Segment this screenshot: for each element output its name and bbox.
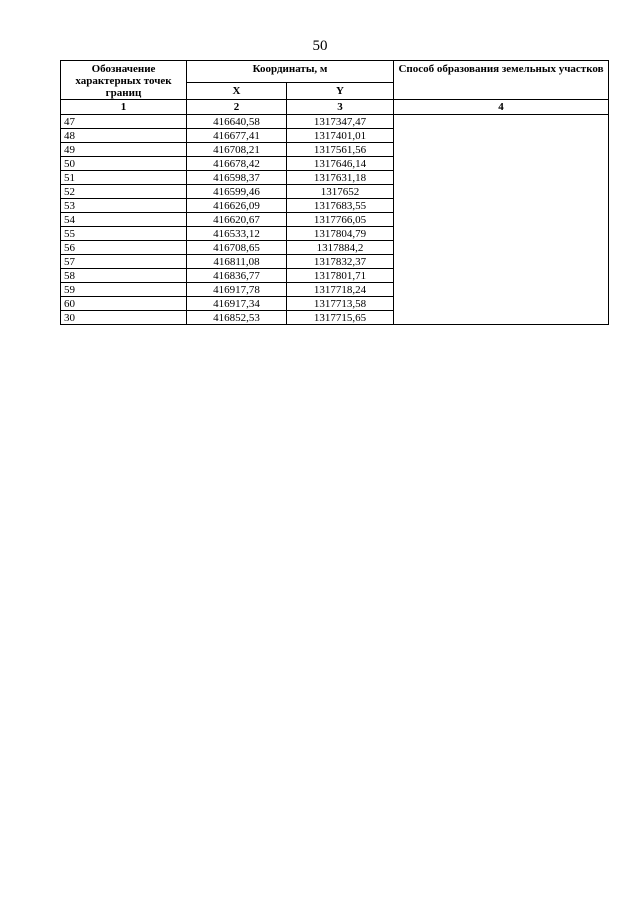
point-cell: 60 [61, 297, 187, 311]
y-cell: 1317401,01 [287, 129, 394, 143]
x-cell: 416640,58 [187, 115, 287, 129]
point-cell: 51 [61, 171, 187, 185]
x-cell: 416677,41 [187, 129, 287, 143]
y-cell: 1317715,65 [287, 311, 394, 325]
column-number-2: 2 [187, 100, 287, 115]
x-cell: 416620,67 [187, 213, 287, 227]
point-cell: 50 [61, 157, 187, 171]
x-cell: 416533,12 [187, 227, 287, 241]
x-cell: 416811,08 [187, 255, 287, 269]
y-cell: 1317683,55 [287, 199, 394, 213]
table-header [61, 61, 609, 115]
y-cell: 1317884,2 [287, 241, 394, 255]
x-cell: 416836,77 [187, 269, 287, 283]
x-cell: 416708,65 [187, 241, 287, 255]
point-cell: 30 [61, 311, 187, 325]
x-cell: 416599,46 [187, 185, 287, 199]
x-cell: 416917,78 [187, 283, 287, 297]
point-cell: 54 [61, 213, 187, 227]
point-cell: 53 [61, 199, 187, 213]
table-body [61, 115, 609, 325]
column-number-3: 3 [287, 100, 394, 115]
point-designation-header: Обозначение характерных точек границ [61, 61, 187, 100]
y-cell: 1317347,47 [287, 115, 394, 129]
point-cell: 47 [61, 115, 187, 129]
y-cell: 1317718,24 [287, 283, 394, 297]
x-cell: 416598,37 [187, 171, 287, 185]
coordinates-header: Координаты, м [187, 61, 394, 83]
y-cell: 1317652 [287, 185, 394, 199]
point-cell: 56 [61, 241, 187, 255]
coordinates-table [60, 60, 609, 325]
point-cell: 57 [61, 255, 187, 269]
x-cell: 416852,53 [187, 311, 287, 325]
column-numbers-row [61, 100, 609, 115]
point-cell: 49 [61, 143, 187, 157]
column-number-1: 1 [61, 100, 187, 115]
point-cell: 52 [61, 185, 187, 199]
y-cell: 1317766,05 [287, 213, 394, 227]
y-cell: 1317631,18 [287, 171, 394, 185]
x-cell: 416678,42 [187, 157, 287, 171]
point-cell: 48 [61, 129, 187, 143]
point-cell: 59 [61, 283, 187, 297]
method-cell [394, 115, 609, 325]
x-header: X [187, 82, 287, 99]
y-header: Y [287, 82, 394, 99]
point-cell: 55 [61, 227, 187, 241]
y-cell: 1317646,14 [287, 157, 394, 171]
x-cell: 416917,34 [187, 297, 287, 311]
y-cell: 1317561,56 [287, 143, 394, 157]
y-cell: 1317804,79 [287, 227, 394, 241]
table-row [61, 115, 609, 129]
column-number-4: 4 [394, 100, 609, 115]
x-cell: 416708,21 [187, 143, 287, 157]
y-cell: 1317801,71 [287, 269, 394, 283]
y-cell: 1317832,37 [287, 255, 394, 269]
header-row-main [61, 61, 609, 83]
y-cell: 1317713,58 [287, 297, 394, 311]
method-header: Способ образования земельных участков [394, 61, 609, 100]
point-cell: 58 [61, 269, 187, 283]
page-number: 50 [312, 38, 328, 54]
x-cell: 416626,09 [187, 199, 287, 213]
